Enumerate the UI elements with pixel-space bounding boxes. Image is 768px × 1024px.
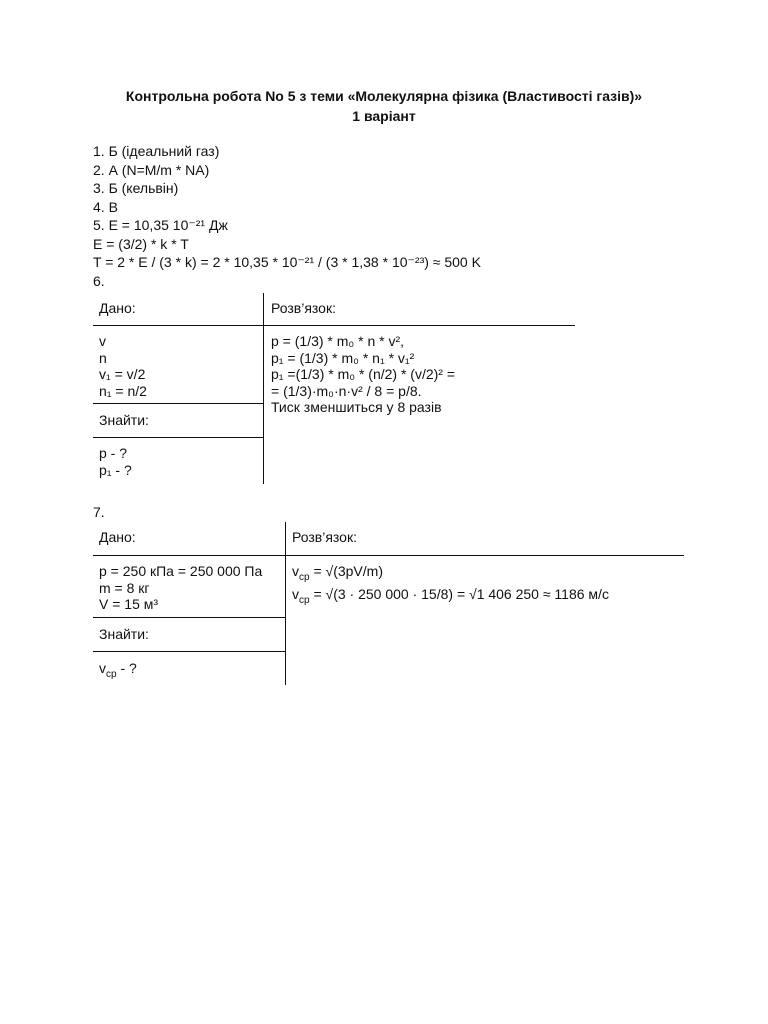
- solution-line: p = (1/3) * m₀ * n * v²,: [271, 333, 405, 349]
- task7-find-rule: [93, 651, 285, 652]
- given-item: V = 15 м³: [99, 596, 159, 612]
- answer-line: 2. А (N=M/m * NA): [93, 161, 210, 178]
- find-question: - ?: [116, 660, 137, 676]
- given-item: m = 8 кг: [99, 579, 150, 596]
- solution-line: Тиск зменшиться у 8 разів: [271, 399, 442, 415]
- title-line-2: 1 варіант: [352, 108, 416, 124]
- solution-variable: v: [292, 586, 299, 603]
- task6-solution: [271, 333, 455, 416]
- task6-header-rule: [93, 325, 575, 326]
- solution-line: [292, 586, 609, 609]
- task7-given-rule: [93, 617, 285, 618]
- task6-given-rule: [93, 403, 263, 404]
- solution-variable: v: [292, 563, 299, 579]
- answer-line: E = (3/2) * k * T: [93, 235, 189, 252]
- solution-subscript: ср: [299, 595, 310, 607]
- task6-find-header: Знайти:: [99, 412, 149, 428]
- given-item: n₁ = n/2: [99, 382, 147, 399]
- task7-solution: [292, 563, 609, 610]
- answer-line: 6.: [93, 272, 105, 289]
- page-title: [0, 86, 768, 126]
- answers-list: [93, 142, 481, 290]
- answer-line: 3. Б (кельвін): [93, 180, 179, 196]
- find-item: p - ?: [99, 445, 128, 461]
- task6-given-list: [99, 333, 147, 399]
- task7-divider-vertical: [285, 522, 286, 685]
- task6-find-rule: [93, 437, 263, 438]
- given-item: v₁ = v/2: [99, 366, 146, 382]
- answer-line: 5. E = 10,35 10⁻²¹ Дж: [93, 217, 228, 233]
- title-line-1: Контрольна робота No 5 з теми «Молекулярна фізика (Властивості газів)»: [125, 88, 643, 104]
- solution-subscript: ср: [299, 571, 310, 583]
- solution-line: [292, 563, 609, 586]
- task6-divider-vertical: [263, 293, 264, 484]
- task6-find-list: [99, 445, 132, 478]
- solution-line: p₁ = (1/3) * m₀ * n₁ * v₁²: [271, 349, 415, 366]
- answer-line: 1. Б (ідеальний газ): [93, 143, 220, 159]
- find-subscript: ср: [106, 668, 117, 680]
- given-item: v: [99, 333, 106, 349]
- solution-line: = (1/3)·m₀·n·v² / 8 = p/8.: [271, 382, 422, 399]
- task7-number: 7.: [93, 504, 105, 520]
- task6-given-header: Дано:: [99, 300, 136, 316]
- task7-find-item: [99, 660, 137, 683]
- task7-solution-header: Розв’язок:: [292, 529, 357, 545]
- answer-line: T = 2 * E / (3 * k) = 2 * 10,35 * 10⁻²¹ / (3 * 1,38 * 10⁻²³) ≈ 500 K: [93, 254, 481, 270]
- given-item: p = 250 кПа = 250 000 Па: [99, 563, 263, 579]
- find-variable: v: [99, 660, 106, 676]
- answer-line: 4. В: [93, 198, 118, 215]
- task7-header-rule: [93, 555, 684, 556]
- task7-find-header: Знайти:: [99, 626, 149, 642]
- solution-expression: = √(3 · 250 000 · 15/8) = √1 406 250 ≈ 1186 м/с: [309, 586, 609, 603]
- solution-expression: = √(3pV/m): [309, 563, 383, 579]
- task6-solution-header: Розв’язок:: [271, 300, 336, 316]
- given-item: n: [99, 349, 107, 366]
- task7-given-list: [99, 563, 262, 613]
- solution-line: p₁ =(1/3) * m₀ * (n/2) * (v/2)² =: [271, 366, 456, 382]
- task7-given-header: Дано:: [99, 529, 136, 545]
- find-item: p₁ - ?: [99, 461, 132, 478]
